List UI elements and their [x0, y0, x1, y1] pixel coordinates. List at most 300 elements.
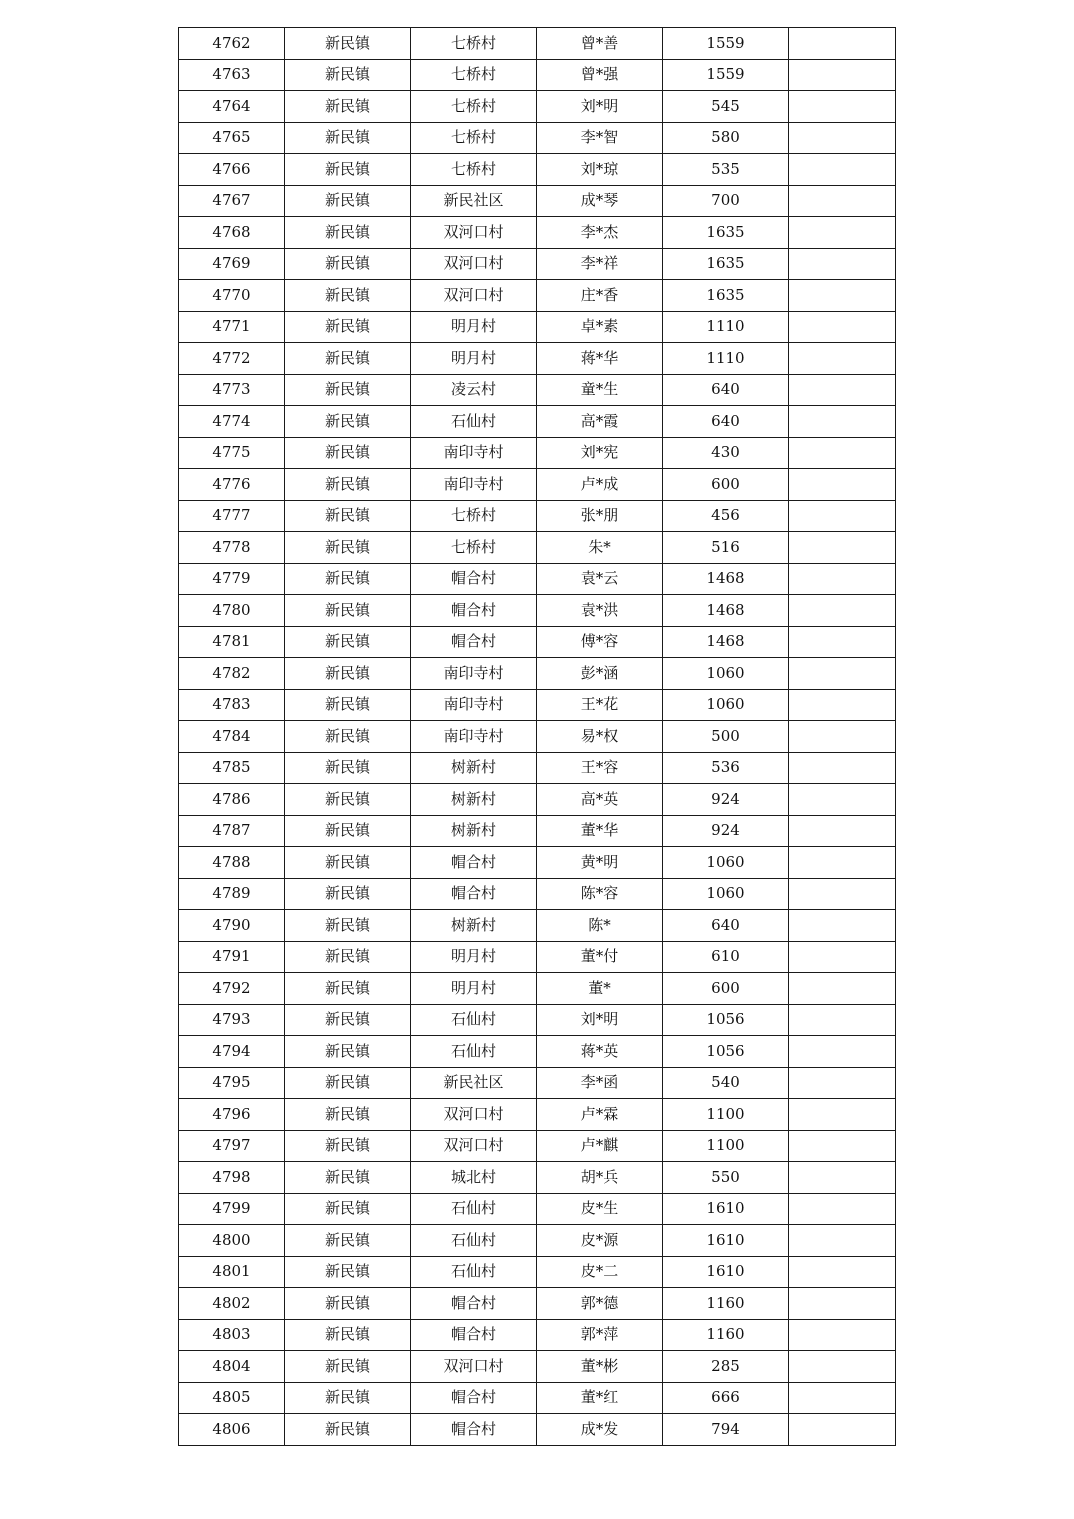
town-cell: 新民镇: [285, 343, 411, 375]
village-cell: 七桥村: [411, 59, 537, 91]
note-cell: [789, 248, 896, 280]
row-number-cell: 4785: [179, 752, 285, 784]
row-number-cell: 4794: [179, 1036, 285, 1068]
note-cell: [789, 469, 896, 501]
row-number-cell: 4798: [179, 1162, 285, 1194]
village-cell: 七桥村: [411, 532, 537, 564]
amount-cell: 1610: [663, 1256, 789, 1288]
name-cell: 成*发: [537, 1414, 663, 1446]
name-cell: 刘*宪: [537, 437, 663, 469]
name-cell: 郭*德: [537, 1288, 663, 1320]
name-cell: 傅*容: [537, 626, 663, 658]
village-cell: 新民社区: [411, 1067, 537, 1099]
name-cell: 袁*云: [537, 563, 663, 595]
amount-cell: 1110: [663, 311, 789, 343]
row-number-cell: 4767: [179, 185, 285, 217]
amount-cell: 640: [663, 374, 789, 406]
note-cell: [789, 1004, 896, 1036]
town-cell: 新民镇: [285, 1004, 411, 1036]
town-cell: 新民镇: [285, 658, 411, 690]
table-row: [179, 1193, 896, 1225]
town-cell: 新民镇: [285, 1162, 411, 1194]
amount-cell: 1060: [663, 878, 789, 910]
table-row: [179, 910, 896, 942]
table-row: [179, 343, 896, 375]
amount-cell: 1468: [663, 563, 789, 595]
town-cell: 新民镇: [285, 1256, 411, 1288]
village-cell: 南印寺村: [411, 469, 537, 501]
village-cell: 七桥村: [411, 28, 537, 60]
row-number-cell: 4764: [179, 91, 285, 123]
note-cell: [789, 1036, 896, 1068]
row-number-cell: 4806: [179, 1414, 285, 1446]
row-number-cell: 4802: [179, 1288, 285, 1320]
row-number-cell: 4782: [179, 658, 285, 690]
town-cell: 新民镇: [285, 815, 411, 847]
amount-cell: 600: [663, 973, 789, 1005]
row-number-cell: 4781: [179, 626, 285, 658]
town-cell: 新民镇: [285, 1225, 411, 1257]
amount-cell: 1160: [663, 1319, 789, 1351]
table-row: [179, 1414, 896, 1446]
amount-cell: 1110: [663, 343, 789, 375]
note-cell: [789, 1319, 896, 1351]
table-row: [179, 248, 896, 280]
amount-cell: 1635: [663, 248, 789, 280]
note-cell: [789, 1225, 896, 1257]
town-cell: 新民镇: [285, 941, 411, 973]
village-cell: 新民社区: [411, 185, 537, 217]
village-cell: 明月村: [411, 941, 537, 973]
town-cell: 新民镇: [285, 1130, 411, 1162]
name-cell: 李*祥: [537, 248, 663, 280]
name-cell: 李*函: [537, 1067, 663, 1099]
town-cell: 新民镇: [285, 280, 411, 312]
name-cell: 曾*强: [537, 59, 663, 91]
row-number-cell: 4791: [179, 941, 285, 973]
amount-cell: 640: [663, 406, 789, 438]
table-row: [179, 1130, 896, 1162]
note-cell: [789, 1288, 896, 1320]
name-cell: 彭*涵: [537, 658, 663, 690]
row-number-cell: 4800: [179, 1225, 285, 1257]
amount-cell: 430: [663, 437, 789, 469]
table-row: [179, 1319, 896, 1351]
name-cell: 蒋*英: [537, 1036, 663, 1068]
town-cell: 新民镇: [285, 406, 411, 438]
amount-cell: 1559: [663, 28, 789, 60]
table-row: [179, 59, 896, 91]
table-row: [179, 941, 896, 973]
name-cell: 皮*生: [537, 1193, 663, 1225]
town-cell: 新民镇: [285, 1288, 411, 1320]
note-cell: [789, 280, 896, 312]
table-row: [179, 878, 896, 910]
village-cell: 帽合村: [411, 1288, 537, 1320]
amount-cell: 700: [663, 185, 789, 217]
amount-cell: 1100: [663, 1099, 789, 1131]
row-number-cell: 4793: [179, 1004, 285, 1036]
name-cell: 皮*源: [537, 1225, 663, 1257]
table-row: [179, 406, 896, 438]
town-cell: 新民镇: [285, 122, 411, 154]
note-cell: [789, 59, 896, 91]
village-cell: 帽合村: [411, 878, 537, 910]
village-cell: 石仙村: [411, 1225, 537, 1257]
note-cell: [789, 311, 896, 343]
table-row: [179, 500, 896, 532]
table-row: [179, 973, 896, 1005]
name-cell: 高*霞: [537, 406, 663, 438]
village-cell: 七桥村: [411, 500, 537, 532]
town-cell: 新民镇: [285, 973, 411, 1005]
note-cell: [789, 1351, 896, 1383]
row-number-cell: 4770: [179, 280, 285, 312]
table-row: [179, 1099, 896, 1131]
row-number-cell: 4763: [179, 59, 285, 91]
row-number-cell: 4787: [179, 815, 285, 847]
note-cell: [789, 122, 896, 154]
name-cell: 曾*善: [537, 28, 663, 60]
note-cell: [789, 28, 896, 60]
amount-cell: 535: [663, 154, 789, 186]
note-cell: [789, 847, 896, 879]
note-cell: [789, 500, 896, 532]
town-cell: 新民镇: [285, 784, 411, 816]
amount-cell: 1060: [663, 847, 789, 879]
amount-cell: 550: [663, 1162, 789, 1194]
town-cell: 新民镇: [285, 1351, 411, 1383]
name-cell: 袁*洪: [537, 595, 663, 627]
town-cell: 新民镇: [285, 154, 411, 186]
name-cell: 胡*兵: [537, 1162, 663, 1194]
table-row: [179, 469, 896, 501]
table-row: [179, 28, 896, 60]
village-cell: 明月村: [411, 973, 537, 1005]
table-row: [179, 1225, 896, 1257]
name-cell: 成*琴: [537, 185, 663, 217]
amount-cell: 580: [663, 122, 789, 154]
table-row: [179, 752, 896, 784]
village-cell: 帽合村: [411, 1319, 537, 1351]
note-cell: [789, 1099, 896, 1131]
table-row: [179, 154, 896, 186]
town-cell: 新民镇: [285, 500, 411, 532]
amount-cell: 536: [663, 752, 789, 784]
table-row: [179, 1162, 896, 1194]
village-cell: 双河口村: [411, 248, 537, 280]
table-row: [179, 626, 896, 658]
name-cell: 王*花: [537, 689, 663, 721]
row-number-cell: 4776: [179, 469, 285, 501]
row-number-cell: 4766: [179, 154, 285, 186]
amount-cell: 1468: [663, 626, 789, 658]
note-cell: [789, 595, 896, 627]
amount-cell: 540: [663, 1067, 789, 1099]
table-row: [179, 437, 896, 469]
note-cell: [789, 1130, 896, 1162]
town-cell: 新民镇: [285, 91, 411, 123]
name-cell: 董*: [537, 973, 663, 1005]
table-row: [179, 185, 896, 217]
village-cell: 七桥村: [411, 154, 537, 186]
table-row: [179, 1004, 896, 1036]
note-cell: [789, 941, 896, 973]
amount-cell: 500: [663, 721, 789, 753]
town-cell: 新民镇: [285, 1382, 411, 1414]
note-cell: [789, 406, 896, 438]
amount-cell: 545: [663, 91, 789, 123]
amount-cell: 516: [663, 532, 789, 564]
table-row: [179, 689, 896, 721]
village-cell: 石仙村: [411, 1004, 537, 1036]
table-row: [179, 217, 896, 249]
amount-cell: 1100: [663, 1130, 789, 1162]
village-cell: 树新村: [411, 784, 537, 816]
village-cell: 明月村: [411, 311, 537, 343]
row-number-cell: 4775: [179, 437, 285, 469]
row-number-cell: 4790: [179, 910, 285, 942]
village-cell: 双河口村: [411, 280, 537, 312]
name-cell: 董*红: [537, 1382, 663, 1414]
table-row: [179, 815, 896, 847]
table-row: [179, 1067, 896, 1099]
town-cell: 新民镇: [285, 563, 411, 595]
name-cell: 卢*成: [537, 469, 663, 501]
amount-cell: 1635: [663, 217, 789, 249]
note-cell: [789, 563, 896, 595]
name-cell: 郭*萍: [537, 1319, 663, 1351]
town-cell: 新民镇: [285, 1414, 411, 1446]
table-row: [179, 1036, 896, 1068]
town-cell: 新民镇: [285, 626, 411, 658]
note-cell: [789, 626, 896, 658]
village-cell: 双河口村: [411, 1351, 537, 1383]
town-cell: 新民镇: [285, 469, 411, 501]
row-number-cell: 4777: [179, 500, 285, 532]
table-row: [179, 280, 896, 312]
town-cell: 新民镇: [285, 217, 411, 249]
town-cell: 新民镇: [285, 910, 411, 942]
row-number-cell: 4805: [179, 1382, 285, 1414]
name-cell: 董*彬: [537, 1351, 663, 1383]
note-cell: [789, 1256, 896, 1288]
village-cell: 石仙村: [411, 1036, 537, 1068]
table-row: [179, 563, 896, 595]
name-cell: 董*付: [537, 941, 663, 973]
town-cell: 新民镇: [285, 59, 411, 91]
village-cell: 石仙村: [411, 1193, 537, 1225]
amount-cell: 1559: [663, 59, 789, 91]
village-cell: 帽合村: [411, 626, 537, 658]
table-row: [179, 91, 896, 123]
note-cell: [789, 217, 896, 249]
name-cell: 蒋*华: [537, 343, 663, 375]
name-cell: 黄*明: [537, 847, 663, 879]
amount-cell: 1060: [663, 658, 789, 690]
village-cell: 帽合村: [411, 847, 537, 879]
row-number-cell: 4784: [179, 721, 285, 753]
name-cell: 刘*明: [537, 91, 663, 123]
table-row: [179, 721, 896, 753]
table-row: [179, 595, 896, 627]
name-cell: 李*杰: [537, 217, 663, 249]
village-cell: 城北村: [411, 1162, 537, 1194]
amount-cell: 1056: [663, 1036, 789, 1068]
row-number-cell: 4792: [179, 973, 285, 1005]
note-cell: [789, 910, 896, 942]
note-cell: [789, 721, 896, 753]
name-cell: 董*华: [537, 815, 663, 847]
name-cell: 陈*: [537, 910, 663, 942]
records-table-body: [179, 28, 896, 1446]
row-number-cell: 4797: [179, 1130, 285, 1162]
table-row: [179, 847, 896, 879]
table-row: [179, 658, 896, 690]
row-number-cell: 4804: [179, 1351, 285, 1383]
row-number-cell: 4786: [179, 784, 285, 816]
row-number-cell: 4788: [179, 847, 285, 879]
row-number-cell: 4768: [179, 217, 285, 249]
note-cell: [789, 658, 896, 690]
table-row: [179, 374, 896, 406]
village-cell: 石仙村: [411, 406, 537, 438]
table-row: [179, 532, 896, 564]
village-cell: 树新村: [411, 815, 537, 847]
note-cell: [789, 878, 896, 910]
row-number-cell: 4778: [179, 532, 285, 564]
town-cell: 新民镇: [285, 311, 411, 343]
name-cell: 卓*素: [537, 311, 663, 343]
amount-cell: 285: [663, 1351, 789, 1383]
note-cell: [789, 437, 896, 469]
name-cell: 陈*容: [537, 878, 663, 910]
name-cell: 刘*琼: [537, 154, 663, 186]
note-cell: [789, 374, 896, 406]
name-cell: 朱*: [537, 532, 663, 564]
village-cell: 凌云村: [411, 374, 537, 406]
note-cell: [789, 689, 896, 721]
amount-cell: 456: [663, 500, 789, 532]
row-number-cell: 4789: [179, 878, 285, 910]
note-cell: [789, 1193, 896, 1225]
town-cell: 新民镇: [285, 374, 411, 406]
name-cell: 李*智: [537, 122, 663, 154]
row-number-cell: 4799: [179, 1193, 285, 1225]
amount-cell: 640: [663, 910, 789, 942]
village-cell: 七桥村: [411, 122, 537, 154]
note-cell: [789, 1382, 896, 1414]
name-cell: 高*英: [537, 784, 663, 816]
row-number-cell: 4774: [179, 406, 285, 438]
town-cell: 新民镇: [285, 1067, 411, 1099]
village-cell: 南印寺村: [411, 721, 537, 753]
amount-cell: 1610: [663, 1225, 789, 1257]
row-number-cell: 4780: [179, 595, 285, 627]
amount-cell: 1468: [663, 595, 789, 627]
village-cell: 双河口村: [411, 1130, 537, 1162]
amount-cell: 794: [663, 1414, 789, 1446]
amount-cell: 1610: [663, 1193, 789, 1225]
town-cell: 新民镇: [285, 532, 411, 564]
row-number-cell: 4796: [179, 1099, 285, 1131]
amount-cell: 666: [663, 1382, 789, 1414]
row-number-cell: 4771: [179, 311, 285, 343]
table-row: [179, 311, 896, 343]
name-cell: 卢*霖: [537, 1099, 663, 1131]
village-cell: 帽合村: [411, 1414, 537, 1446]
row-number-cell: 4773: [179, 374, 285, 406]
note-cell: [789, 91, 896, 123]
amount-cell: 924: [663, 815, 789, 847]
row-number-cell: 4762: [179, 28, 285, 60]
note-cell: [789, 1414, 896, 1446]
table-row: [179, 1288, 896, 1320]
name-cell: 卢*麒: [537, 1130, 663, 1162]
note-cell: [789, 815, 896, 847]
village-cell: 帽合村: [411, 1382, 537, 1414]
note-cell: [789, 532, 896, 564]
amount-cell: 600: [663, 469, 789, 501]
records-table: [178, 27, 896, 1446]
amount-cell: 1056: [663, 1004, 789, 1036]
note-cell: [789, 185, 896, 217]
note-cell: [789, 154, 896, 186]
village-cell: 双河口村: [411, 1099, 537, 1131]
amount-cell: 610: [663, 941, 789, 973]
town-cell: 新民镇: [285, 1036, 411, 1068]
table-row: [179, 784, 896, 816]
town-cell: 新民镇: [285, 1319, 411, 1351]
note-cell: [789, 752, 896, 784]
row-number-cell: 4772: [179, 343, 285, 375]
name-cell: 皮*二: [537, 1256, 663, 1288]
row-number-cell: 4783: [179, 689, 285, 721]
note-cell: [789, 343, 896, 375]
town-cell: 新民镇: [285, 1099, 411, 1131]
name-cell: 王*容: [537, 752, 663, 784]
table-row: [179, 122, 896, 154]
name-cell: 刘*明: [537, 1004, 663, 1036]
name-cell: 张*朋: [537, 500, 663, 532]
row-number-cell: 4769: [179, 248, 285, 280]
town-cell: 新民镇: [285, 689, 411, 721]
table-row: [179, 1256, 896, 1288]
village-cell: 帽合村: [411, 563, 537, 595]
village-cell: 树新村: [411, 910, 537, 942]
town-cell: 新民镇: [285, 847, 411, 879]
village-cell: 七桥村: [411, 91, 537, 123]
table-row: [179, 1382, 896, 1414]
amount-cell: 924: [663, 784, 789, 816]
name-cell: 庄*香: [537, 280, 663, 312]
note-cell: [789, 973, 896, 1005]
town-cell: 新民镇: [285, 1193, 411, 1225]
note-cell: [789, 784, 896, 816]
name-cell: 易*权: [537, 721, 663, 753]
village-cell: 帽合村: [411, 595, 537, 627]
row-number-cell: 4779: [179, 563, 285, 595]
town-cell: 新民镇: [285, 878, 411, 910]
village-cell: 双河口村: [411, 217, 537, 249]
row-number-cell: 4803: [179, 1319, 285, 1351]
town-cell: 新民镇: [285, 248, 411, 280]
village-cell: 南印寺村: [411, 658, 537, 690]
village-cell: 明月村: [411, 343, 537, 375]
note-cell: [789, 1162, 896, 1194]
village-cell: 石仙村: [411, 1256, 537, 1288]
town-cell: 新民镇: [285, 185, 411, 217]
